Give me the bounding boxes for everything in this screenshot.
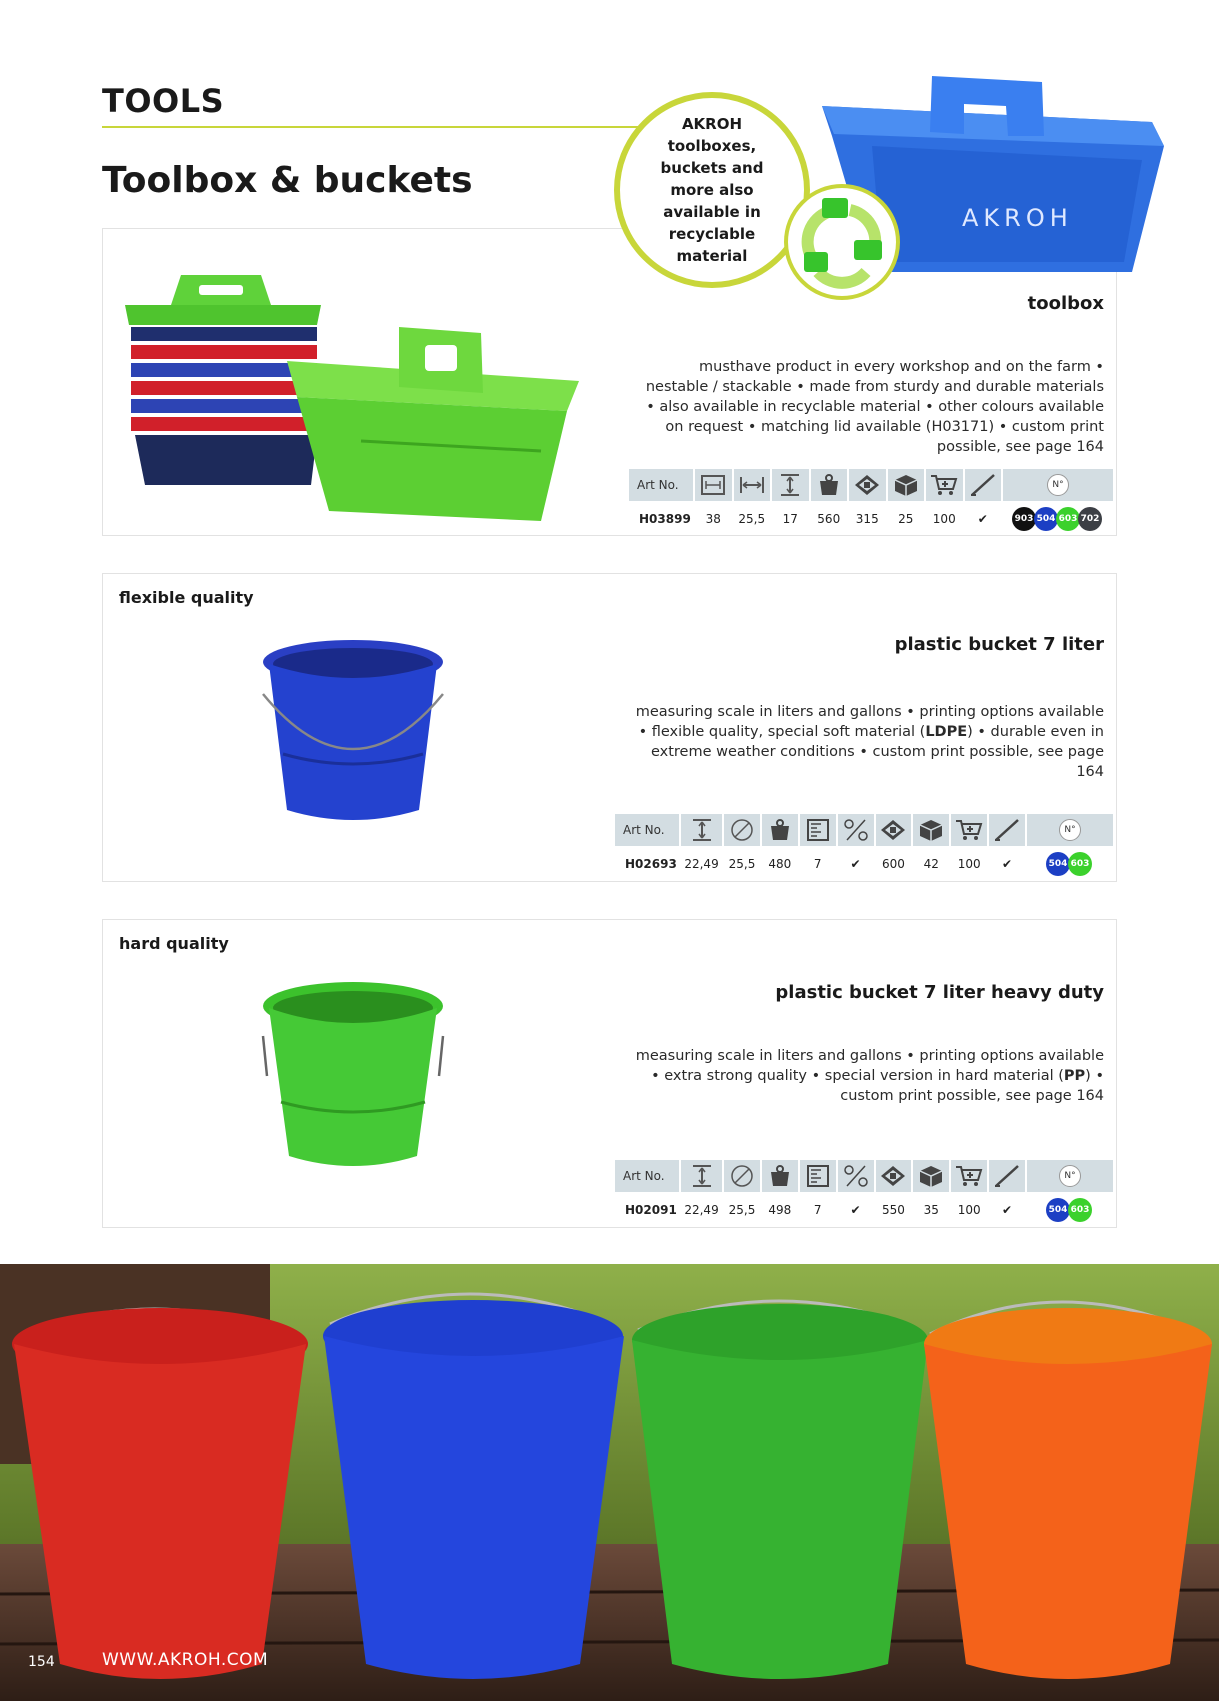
diameter-icon xyxy=(724,1160,760,1192)
spec-value: ✔ xyxy=(1002,1203,1013,1217)
toolbox-stack-image xyxy=(121,275,601,525)
scale-icon xyxy=(800,1160,836,1192)
art-no-header: Art No. xyxy=(615,814,679,846)
spec-value: 560 xyxy=(817,512,841,526)
description-text: measuring scale in liters and gallons • printing options available • extra strong quality • special version in hard material ( xyxy=(635,1048,1104,1084)
color-swatch[interactable]: 603 xyxy=(1068,852,1092,876)
product-card-toolbox xyxy=(102,228,1117,536)
page-title: Toolbox & buckets xyxy=(102,160,473,201)
pallet-icon xyxy=(849,469,886,501)
product-card-bucket-hard xyxy=(102,919,1117,1228)
height-icon xyxy=(772,469,809,501)
pallet-icon xyxy=(876,1160,912,1192)
spec-value: 7 xyxy=(813,1203,822,1217)
spec-value: 480 xyxy=(768,857,792,871)
description-text: ) • custom print possible, see page 164 xyxy=(840,1068,1104,1104)
weight-icon xyxy=(762,814,798,846)
color-number-header xyxy=(1003,469,1113,501)
green-bucket-image xyxy=(253,976,453,1180)
color-swatches xyxy=(1027,848,1113,880)
spec-value: 25,5 xyxy=(728,857,756,871)
article-number: H03899 xyxy=(639,512,691,526)
print-icon xyxy=(965,469,1002,501)
quality-label: flexible quality xyxy=(119,588,254,607)
spec-value: 38 xyxy=(705,512,721,526)
print-icon xyxy=(989,814,1025,846)
art-no-header: Art No. xyxy=(615,1160,679,1192)
art-no-header: Art No. xyxy=(629,469,693,501)
section-title: TOOLS xyxy=(102,82,225,120)
product-description xyxy=(634,1046,1104,1106)
spec-value: 7 xyxy=(813,857,822,871)
page-number: 154 xyxy=(28,1654,55,1670)
height-icon xyxy=(681,1160,722,1192)
spec-value: 25,5 xyxy=(738,512,766,526)
product-name: toolbox xyxy=(1027,293,1104,314)
blue-bucket-image xyxy=(253,634,453,834)
toolbox-brand-text: AKROH xyxy=(962,204,1073,232)
spec-value: 100 xyxy=(932,512,956,526)
color-swatch[interactable]: 702 xyxy=(1078,507,1102,531)
product-description: musthave product in every workshop and on the farm • nestable / stackable • made from sturdy and durable materials • also available in recyclable material • other colours available on request • matching lid available (H03171) • custom print possible, see page 164 xyxy=(645,359,1104,455)
spec-value: 17 xyxy=(782,512,798,526)
color-swatch[interactable]: 504 xyxy=(1046,1198,1070,1222)
number-badge: N° xyxy=(1047,474,1069,496)
color-swatch[interactable]: 603 xyxy=(1056,507,1080,531)
spec-data-row xyxy=(615,848,1113,880)
percent-icon xyxy=(838,1160,874,1192)
color-swatches xyxy=(1003,503,1113,535)
length-icon xyxy=(695,469,732,501)
spec-value: 25,5 xyxy=(728,1203,756,1217)
cart-icon xyxy=(951,1160,987,1192)
box-icon xyxy=(888,469,925,501)
color-swatch[interactable]: 504 xyxy=(1034,507,1058,531)
number-badge: N° xyxy=(1059,1165,1081,1187)
article-number: H02091 xyxy=(625,1203,677,1217)
spec-table xyxy=(613,1158,1115,1228)
product-name: plastic bucket 7 liter xyxy=(894,634,1104,655)
spec-value: ✔ xyxy=(850,857,861,871)
box-icon xyxy=(913,1160,949,1192)
spec-header-row xyxy=(629,469,1113,501)
callout-text: AKROH toolboxes, buckets and more also available in recyclable material xyxy=(660,115,764,265)
spec-table xyxy=(613,812,1115,882)
spec-data-row xyxy=(615,1194,1113,1226)
quality-label: hard quality xyxy=(119,934,229,953)
width-icon xyxy=(734,469,771,501)
spec-value: 35 xyxy=(923,1203,939,1217)
spec-value: ✔ xyxy=(1002,857,1013,871)
product-description xyxy=(634,702,1104,782)
buckets-photo xyxy=(0,1264,1219,1701)
spec-value: 22,49 xyxy=(684,1203,719,1217)
material-code: LDPE xyxy=(925,724,968,740)
recycle-icon xyxy=(788,188,896,296)
spec-value: 22,49 xyxy=(684,857,719,871)
diameter-icon xyxy=(724,814,760,846)
number-badge: N° xyxy=(1059,819,1081,841)
spec-value: 498 xyxy=(768,1203,792,1217)
description-text: measuring scale in liters and gallons • printing options available • flexible quality, special soft material ( xyxy=(635,704,1104,740)
article-number: H02693 xyxy=(625,857,677,871)
spec-value: 100 xyxy=(957,857,981,871)
spec-value: 315 xyxy=(855,512,879,526)
title-divider xyxy=(102,126,662,128)
spec-value: 25 xyxy=(898,512,914,526)
recycle-badge xyxy=(784,184,900,300)
spec-data-row xyxy=(629,503,1113,535)
box-icon xyxy=(913,814,949,846)
spec-value: 100 xyxy=(957,1203,981,1217)
cart-icon xyxy=(951,814,987,846)
recyclable-callout xyxy=(614,92,810,288)
color-swatches xyxy=(1027,1194,1113,1226)
color-swatch[interactable]: 903 xyxy=(1012,507,1036,531)
spec-header-row xyxy=(615,814,1113,846)
scale-icon xyxy=(800,814,836,846)
description-text: ) • durable even in extreme weather conditions • custom print possible, see page 164 xyxy=(650,724,1104,780)
product-card-bucket-flexible xyxy=(102,573,1117,882)
height-icon xyxy=(681,814,722,846)
color-number-header xyxy=(1027,814,1113,846)
percent-icon xyxy=(838,814,874,846)
spec-value: 42 xyxy=(923,857,939,871)
spec-value: ✔ xyxy=(850,1203,861,1217)
weight-icon xyxy=(811,469,848,501)
material-code: PP xyxy=(1063,1068,1086,1084)
spec-value: 600 xyxy=(881,857,905,871)
color-swatch[interactable]: 603 xyxy=(1068,1198,1092,1222)
color-number-header xyxy=(1027,1160,1113,1192)
spec-value: ✔ xyxy=(977,512,988,526)
color-swatch[interactable]: 504 xyxy=(1046,852,1070,876)
cart-icon xyxy=(926,469,963,501)
spec-header-row xyxy=(615,1160,1113,1192)
pallet-icon xyxy=(876,814,912,846)
spec-table xyxy=(627,467,1115,537)
product-name: plastic bucket 7 liter heavy duty xyxy=(775,982,1104,1003)
print-icon xyxy=(989,1160,1025,1192)
weight-icon xyxy=(762,1160,798,1192)
website-link[interactable]: WWW.AKROH.COM xyxy=(102,1650,269,1670)
spec-value: 550 xyxy=(881,1203,905,1217)
